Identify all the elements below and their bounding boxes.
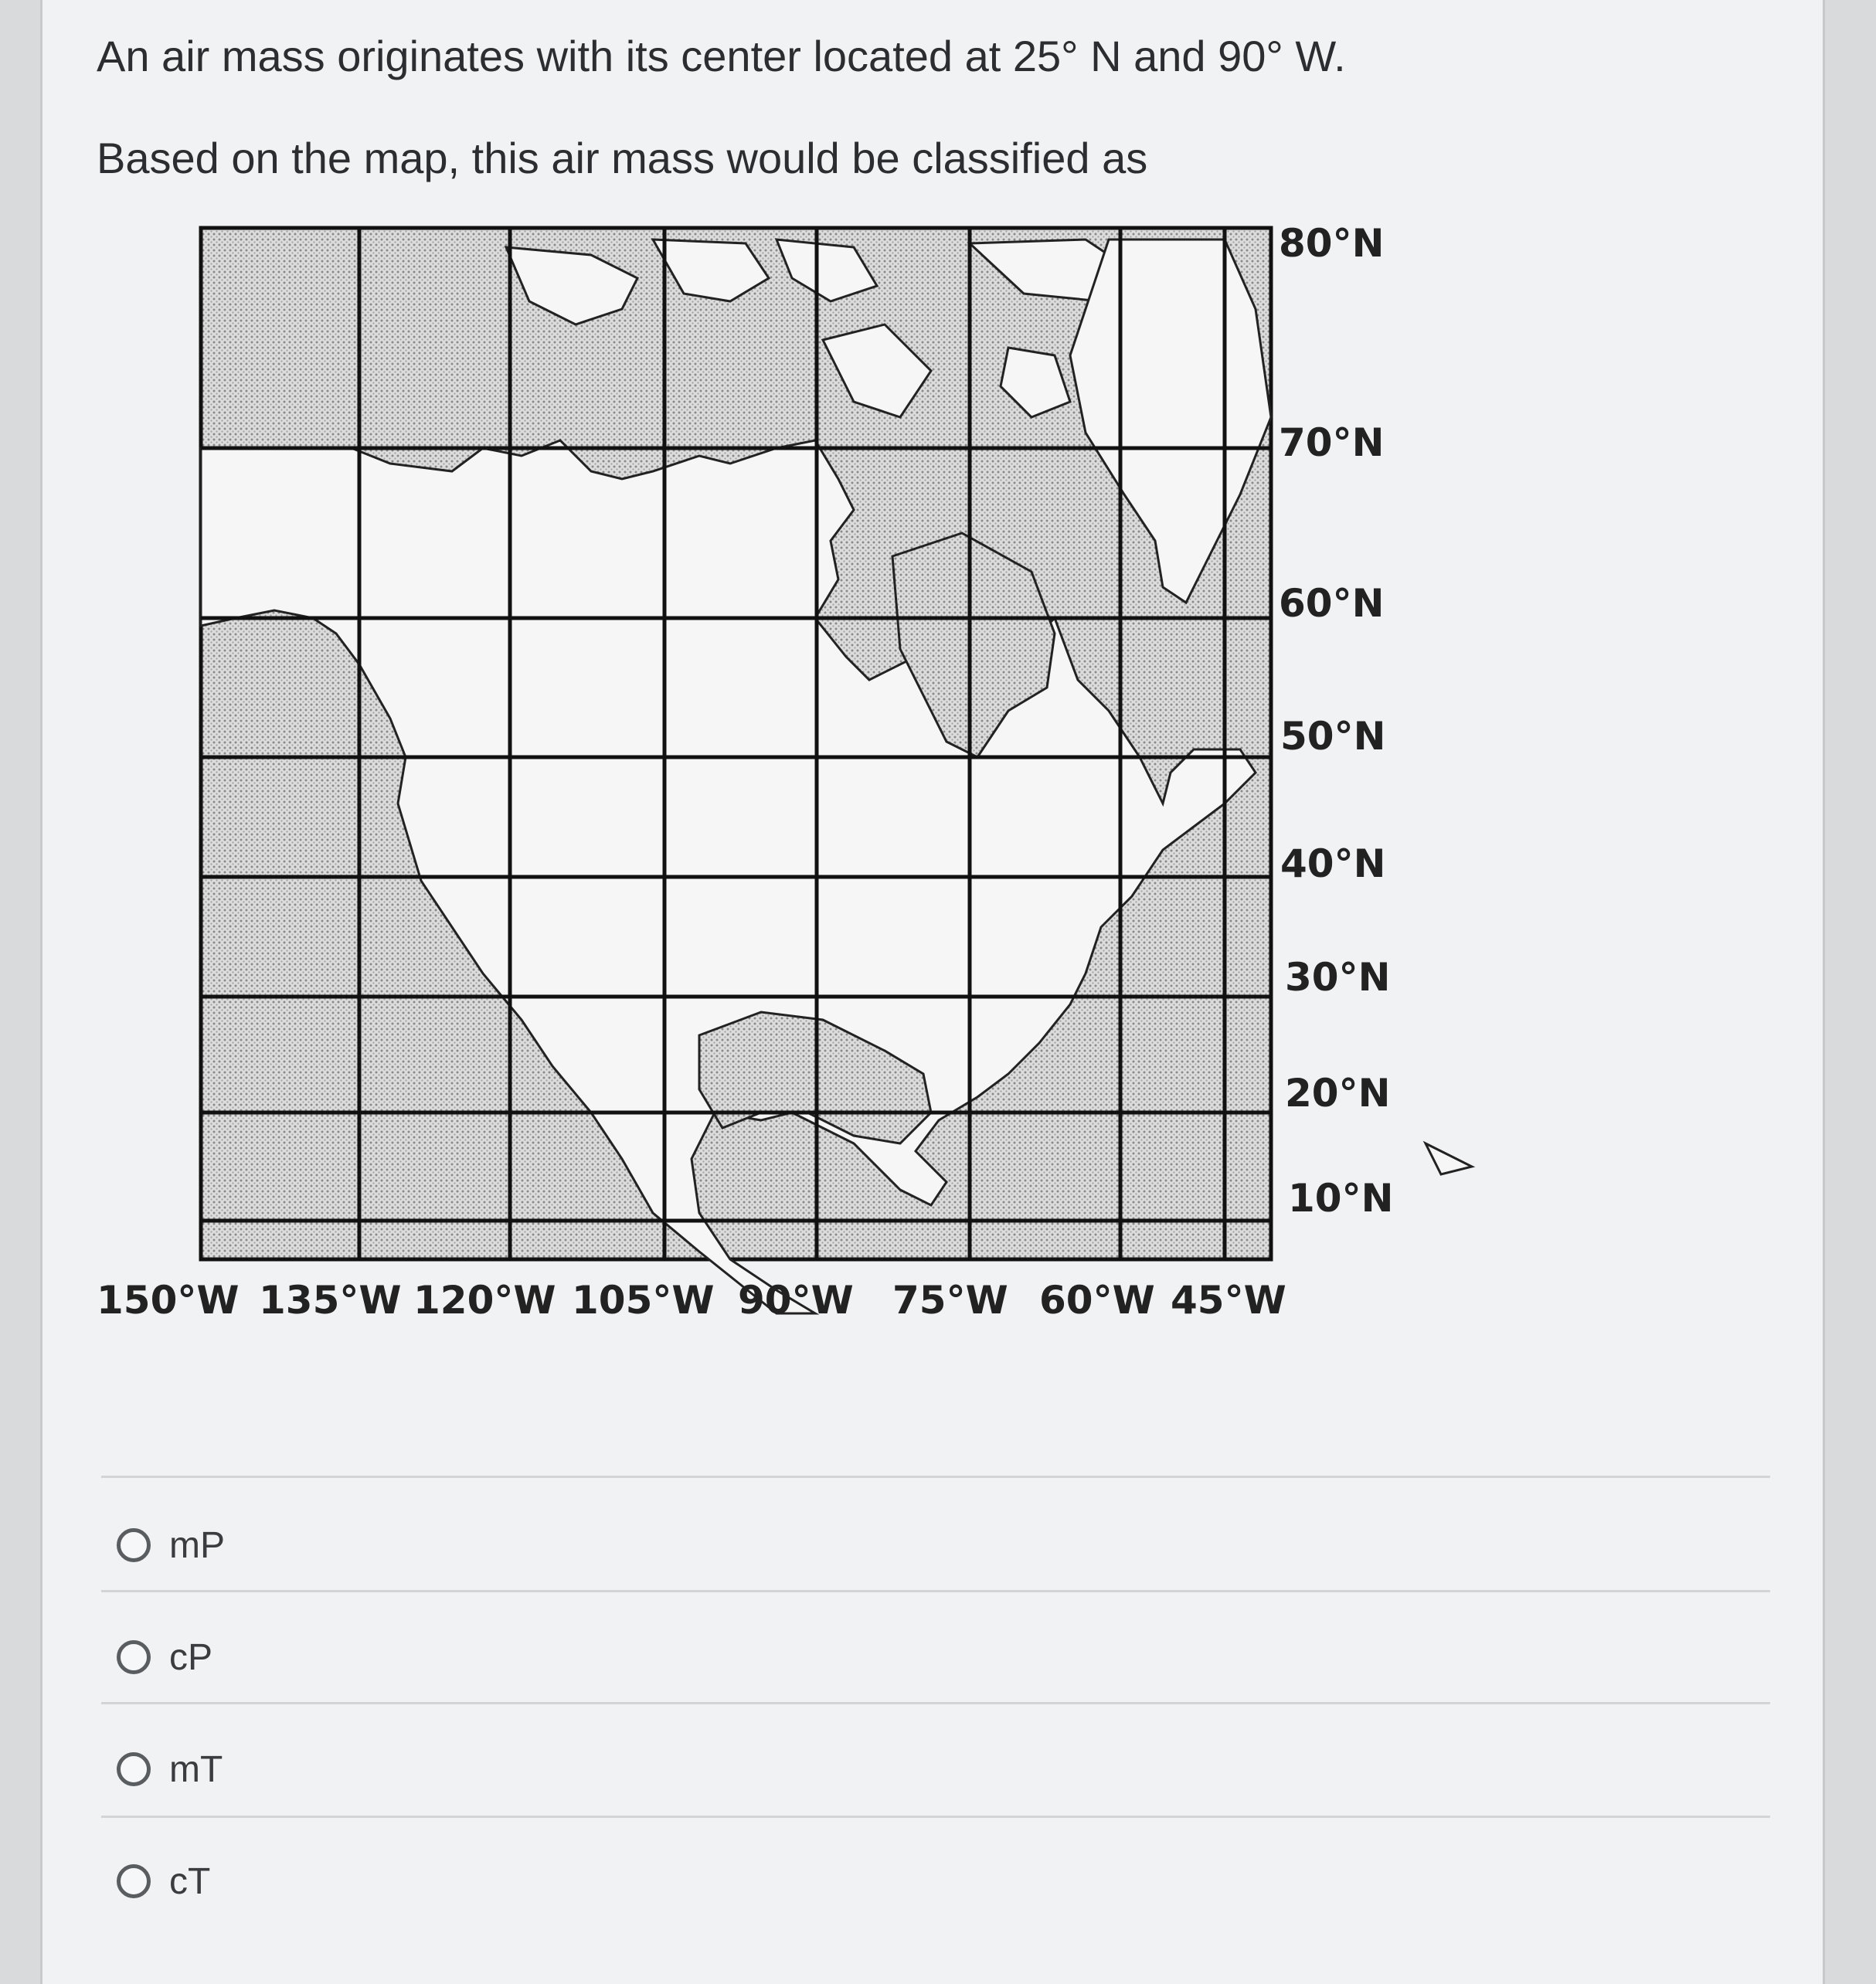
lon-label: 150°W	[97, 1278, 240, 1323]
option-mt[interactable]	[117, 1738, 223, 1800]
lon-label: 105°W	[572, 1278, 715, 1323]
question-card	[40, 0, 1825, 1984]
lat-label: 80°N	[1279, 221, 1385, 266]
radio-button[interactable]	[117, 1752, 151, 1786]
radio-button[interactable]	[117, 1528, 151, 1562]
option-mp[interactable]	[117, 1514, 225, 1576]
option-label: cP	[169, 1636, 213, 1678]
lon-label: 75°W	[892, 1278, 1008, 1323]
divider	[101, 1816, 1770, 1818]
lon-label: 90°W	[738, 1278, 854, 1323]
lat-label: 20°N	[1285, 1071, 1391, 1116]
lon-label: 120°W	[413, 1278, 556, 1323]
lat-label: 40°N	[1280, 841, 1386, 886]
lat-label: 70°N	[1279, 420, 1385, 465]
longitude-labels	[58, 1267, 1333, 1337]
question-prompt: Based on the map, this air mass would be classified as	[97, 134, 1148, 182]
lat-label: 50°N	[1280, 714, 1386, 759]
option-label: mP	[169, 1524, 225, 1566]
divider	[101, 1702, 1770, 1704]
option-cp[interactable]	[117, 1626, 212, 1688]
radio-button[interactable]	[117, 1864, 151, 1898]
option-label: mT	[169, 1748, 223, 1790]
lon-label: 60°W	[1039, 1278, 1155, 1323]
radio-button[interactable]	[117, 1640, 151, 1674]
divider	[101, 1590, 1770, 1592]
option-label: cT	[169, 1860, 211, 1902]
divider	[101, 1476, 1770, 1478]
lon-label: 135°W	[259, 1278, 402, 1323]
question-text: An air mass originates with its center located at 25° N and 90° W.	[97, 32, 1346, 80]
lon-label: 45°W	[1171, 1278, 1286, 1323]
latitude-labels	[1279, 221, 1393, 1221]
lat-label: 30°N	[1285, 955, 1391, 1000]
lat-label: 10°N	[1288, 1176, 1394, 1221]
option-ct[interactable]	[117, 1850, 210, 1912]
lat-label: 60°N	[1279, 581, 1385, 626]
